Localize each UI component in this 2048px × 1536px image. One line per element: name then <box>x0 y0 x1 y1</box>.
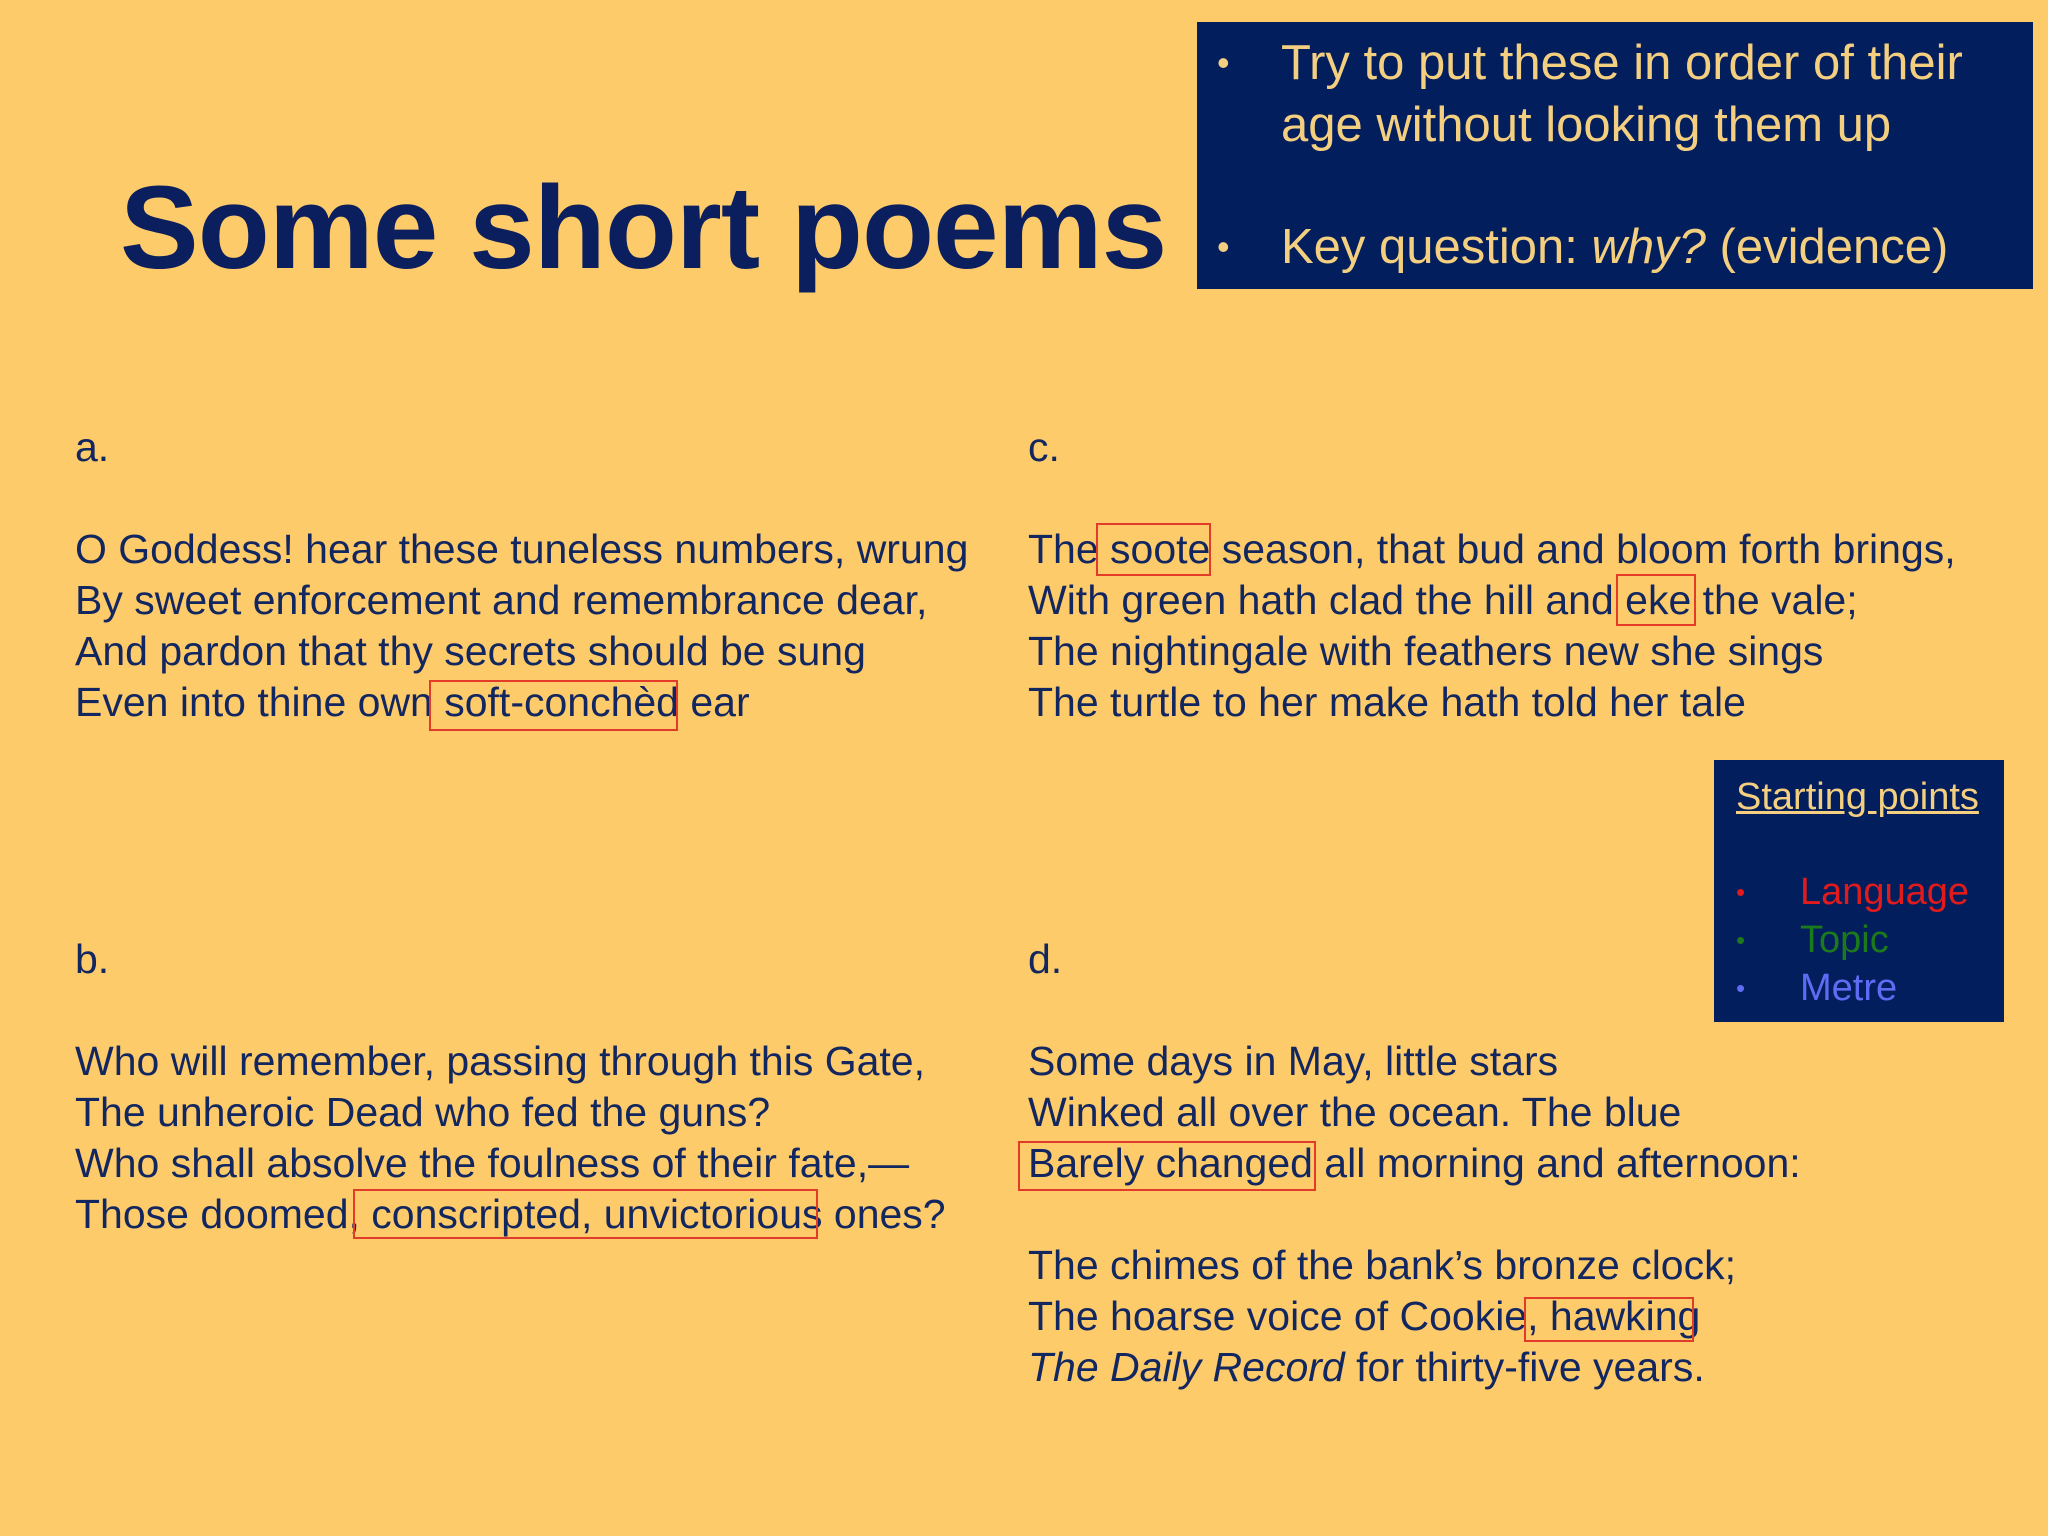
starting-points-heading: Starting points <box>1736 776 1979 818</box>
poem-letter: d. <box>1028 936 1063 982</box>
poem-line: Barely changed all morning and afternoon: <box>1028 1140 1801 1186</box>
highlight-box-hawking <box>1524 1297 1694 1342</box>
task-item <box>1217 216 2013 278</box>
poem-line: Who shall absolve the foulness of their fate,— <box>75 1140 910 1186</box>
poem-line: With green hath clad the hill and eke the vale; <box>1028 577 1858 623</box>
highlight-box-conscripted <box>353 1189 818 1239</box>
starting-point-label: Metre <box>1800 967 1898 1009</box>
bullet-icon: • <box>1217 42 1230 83</box>
task-text: Try to put these in order of their age without looking them up <box>1281 36 1963 152</box>
poem-line: By sweet enforcement and remembrance dear, <box>75 577 928 623</box>
poem-line: The chimes of the bank’s bronze clock; <box>1028 1242 1736 1288</box>
poem-line <box>1028 1189 1801 1240</box>
poem-line: Some days in May, little stars <box>1028 1038 1559 1084</box>
poem-line: Winked all over the ocean. The blue <box>1028 1089 1682 1135</box>
highlight-box-eke <box>1616 574 1696 626</box>
bullet-icon: • <box>1736 925 1746 955</box>
poem-line: O Goddess! hear these tuneless numbers, wrung <box>75 526 969 572</box>
poem-line: The soote season, that bud and bloom forth brings, <box>1028 526 1956 572</box>
key-question-label: Key question: <box>1281 220 1592 274</box>
poem-line: Even into thine own soft-conchèd ear <box>75 679 750 725</box>
poem-line-rest: for thirty-five years. <box>1344 1344 1705 1390</box>
highlight-box-soft-conched <box>429 680 678 731</box>
poem-letter: c. <box>1028 424 1060 470</box>
starting-point-label: Language <box>1800 871 1970 913</box>
task-item <box>1217 32 2013 156</box>
starting-point-item <box>1736 868 2004 916</box>
page-title: Some short poems <box>120 162 1167 294</box>
poem-letter: a. <box>75 424 110 470</box>
poem-letter: b. <box>75 936 110 982</box>
key-question-why: why? <box>1591 220 1706 274</box>
poem-line: The nightingale with feathers new she sings <box>1028 628 1824 674</box>
highlight-box-soote <box>1096 523 1211 576</box>
poem-line: The turtle to her make hath told her tale <box>1028 679 1746 725</box>
poem-line: Those doomed, conscripted, unvictorious ones? <box>75 1191 946 1237</box>
key-question-suffix: (evidence) <box>1705 220 1949 274</box>
highlight-box-barely-changed <box>1018 1141 1316 1191</box>
poem-line <box>1028 1342 1801 1393</box>
starting-point-label: Topic <box>1800 919 1889 961</box>
poem-line: The unheroic Dead who fed the guns? <box>75 1089 771 1135</box>
task-box <box>1197 22 2033 289</box>
poem-line: Who will remember, passing through this Gate, <box>75 1038 925 1084</box>
poem-line: The hoarse voice of Cookie, hawking <box>1028 1293 1701 1339</box>
bullet-icon: • <box>1217 226 1230 267</box>
poem-line: And pardon that thy secrets should be sung <box>75 628 866 674</box>
bullet-icon: • <box>1736 877 1746 907</box>
bullet-icon: • <box>1736 973 1746 1003</box>
newspaper-title: The Daily Record <box>1028 1344 1345 1390</box>
